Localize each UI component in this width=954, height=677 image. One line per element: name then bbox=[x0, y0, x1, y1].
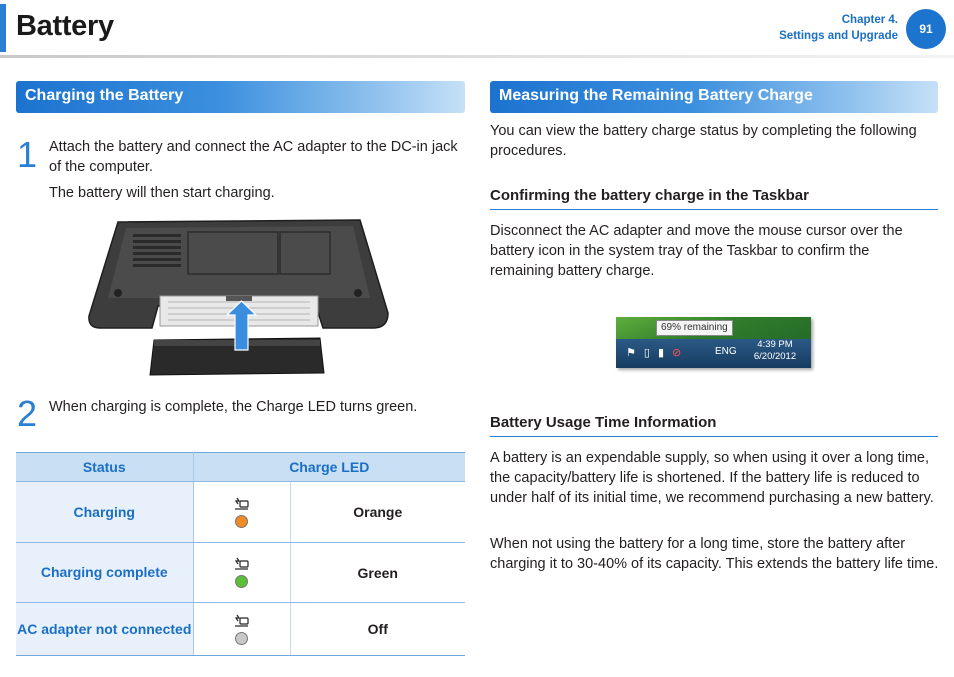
step1-note: The battery will then start charging. bbox=[49, 185, 275, 201]
subheading-divider bbox=[490, 209, 938, 210]
flag-icon: ⚑ bbox=[626, 347, 636, 359]
led-orange-icon bbox=[235, 515, 248, 528]
table-header-charge-led: Charge LED bbox=[193, 453, 465, 482]
title-accent-bar bbox=[0, 4, 6, 52]
taskbar-screenshot bbox=[616, 317, 811, 368]
clock bbox=[747, 339, 803, 363]
table-row bbox=[16, 482, 465, 543]
clock-time: 4:39 PM bbox=[757, 339, 793, 350]
led-icon-cell bbox=[193, 543, 290, 603]
chapter-title: Settings and Upgrade bbox=[779, 30, 898, 42]
charge-led-icon bbox=[234, 557, 250, 571]
led-value-cell: Off bbox=[290, 603, 465, 656]
led-icon-cell bbox=[193, 603, 290, 656]
table-header-status: Status bbox=[16, 453, 193, 482]
subheading-taskbar: Confirming the battery charge in the Taskbar bbox=[490, 187, 809, 204]
battery-icon: ▯ bbox=[643, 347, 650, 359]
table-row bbox=[16, 603, 465, 656]
led-value-cell: Orange bbox=[290, 482, 465, 543]
chapter-label bbox=[779, 12, 898, 44]
section-title-measuring: Measuring the Remaining Battery Charge bbox=[490, 81, 938, 113]
subheading-divider bbox=[490, 436, 938, 437]
taskbar-instructions: Disconnect the AC adapter and move the mouse cursor over the battery icon in the system tray of the Taskbar to confirm the remaining battery charge. bbox=[490, 223, 903, 279]
step2-text: When charging is complete, the Charge LED turns green. bbox=[49, 399, 418, 415]
led-green-icon bbox=[235, 575, 248, 588]
table-header-row bbox=[16, 453, 465, 482]
status-cell: Charging complete bbox=[16, 543, 193, 603]
measuring-intro: You can view the battery charge status by completing the following procedures. bbox=[490, 123, 917, 159]
led-value-cell: Green bbox=[290, 543, 465, 603]
system-tray-icons bbox=[626, 346, 681, 359]
step1-text: Attach the battery and connect the AC adapter to the DC-in jack of the computer. bbox=[49, 139, 458, 175]
status-cell: Charging bbox=[16, 482, 193, 543]
page-title: Battery bbox=[16, 10, 114, 42]
charge-led-icon bbox=[234, 497, 250, 511]
step-number-1: 1 bbox=[17, 134, 38, 175]
battery-tooltip: 69% remaining bbox=[656, 320, 733, 336]
section-title-charging: Charging the Battery bbox=[16, 81, 465, 113]
clock-date: 6/20/2012 bbox=[753, 351, 797, 362]
header-divider bbox=[0, 55, 954, 58]
network-signal-icon: ▮ bbox=[657, 347, 664, 359]
page-number-badge: 91 bbox=[906, 9, 946, 49]
laptop-battery-illustration bbox=[88, 218, 393, 378]
charge-led-table bbox=[16, 452, 465, 656]
subheading-usage-time: Battery Usage Time Information bbox=[490, 414, 717, 431]
charge-led-icon bbox=[234, 614, 250, 628]
volume-muted-icon: ⊘ bbox=[672, 347, 682, 359]
usage-paragraph-1: A battery is an expendable supply, so when using it over a long time, the capacity/battery life is shortened. If the battery life is reduced to under half of its initial time, we recommend purchasing a new battery. bbox=[490, 450, 934, 506]
status-cell: AC adapter not connected bbox=[16, 603, 193, 656]
led-icon-cell bbox=[193, 482, 290, 543]
chapter-number: Chapter 4. bbox=[841, 14, 898, 26]
led-off-icon bbox=[235, 632, 248, 645]
language-indicator: ENG bbox=[715, 346, 737, 357]
table-row bbox=[16, 543, 465, 603]
step-number-2: 2 bbox=[17, 393, 38, 434]
usage-paragraph-2: When not using the battery for a long time, store the battery after charging it to 30-40% of its capacity. This extends the battery life time. bbox=[490, 536, 939, 572]
